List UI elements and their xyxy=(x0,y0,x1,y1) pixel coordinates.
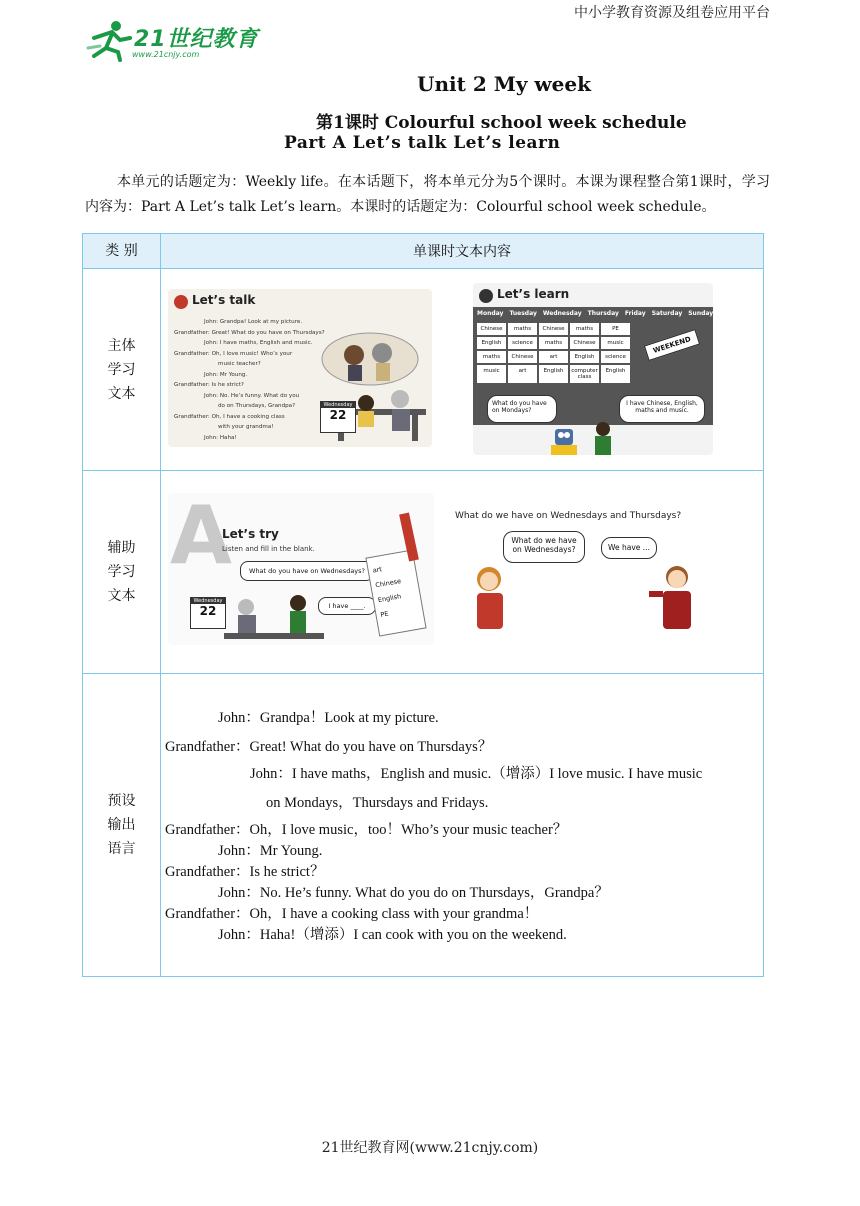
learn-bubble-right: I have Chinese, English, maths and music. xyxy=(619,395,705,423)
wed-thu-panel xyxy=(451,509,723,633)
output-dialog xyxy=(161,674,764,977)
learn-badge-icon xyxy=(479,289,493,303)
talk-dialog-text: John: Grandpa! Look at my picture. Grandfather: Great! What do you have on Thursdays? John: I have maths, English and music. Grandfather: Oh, I love music! Who’s your music teacher? John: Mr Young. Grandfather: Is he strict? John: No. He’s funny. What do you do on Thursdays, Grandpa? Grandfather: Oh, I have a cooking class with your grandma! John: Haha! xyxy=(174,319,325,441)
aux-text-images xyxy=(161,471,764,674)
wed-thu-question: What do we have on Wednesdays and Thursdays? xyxy=(455,511,682,521)
lets-learn-panel xyxy=(473,283,713,455)
wed-bubble-left: What do we have on Wednesdays? xyxy=(503,531,585,563)
dialog-line: Grandfather：Oh，I have a cooking class with your grandma！ xyxy=(165,906,539,922)
robot-boy-illustration xyxy=(547,421,627,455)
girl-illustration xyxy=(461,563,521,633)
dialog-line: on Mondays，Thursdays and Fridays. xyxy=(266,795,489,811)
platform-name: 中小学教育资源及组卷应用平台 xyxy=(574,5,770,21)
table-row-output xyxy=(83,674,764,977)
grandpa-boy-try-illustration xyxy=(224,589,324,645)
try-instruction: Listen and fill in the blank. xyxy=(222,545,315,553)
boy-illustration xyxy=(647,561,707,633)
dialog-line: John：No. He’s funny. What do you do on Thursdays，Grandpa？ xyxy=(218,885,609,901)
dialog-line: Grandfather：Is he strict？ xyxy=(165,864,325,880)
weekend-sign: WEEKEND xyxy=(644,329,700,361)
talk-badge-icon xyxy=(174,295,188,309)
try-calendar: Wednesday 22 xyxy=(190,597,226,629)
row-label-main: 主体 学习 文本 xyxy=(83,269,161,471)
page-footer: 21世纪教育网(www.21cnjy.com) xyxy=(321,1140,539,1156)
dialog-line: John：Grandpa！Look at my picture. xyxy=(218,710,439,726)
subject-tag: art Chinese English PE xyxy=(365,549,426,636)
logo-name: 21世纪教育 xyxy=(134,27,259,52)
row-label-output: 预设 输出 语言 xyxy=(83,674,161,977)
main-text-images xyxy=(161,269,764,471)
table-row-main xyxy=(83,269,764,471)
learn-bubble-left: What do you have on Mondays? xyxy=(487,395,557,423)
dialog-line: John：Haha!（增添）I can cook with you on the weekend. xyxy=(218,927,567,943)
unit-title: Unit 2 My week xyxy=(417,72,591,96)
learn-label: Let’s learn xyxy=(497,287,570,301)
try-label: Let’s try xyxy=(222,527,279,541)
table-row-aux xyxy=(83,471,764,674)
logo-url: www.21cnjy.com xyxy=(132,50,200,59)
header-category: 类 别 xyxy=(83,234,161,269)
row-label-aux: 辅助 学习 文本 xyxy=(83,471,161,674)
dialog-line: Grandfather：Oh，I love music，too！Who’s your music teacher？ xyxy=(165,822,568,838)
lets-talk-panel xyxy=(168,289,432,447)
talk-calendar: Wednesday 22 xyxy=(320,401,356,433)
header-content: 单课时文本内容 xyxy=(161,234,764,269)
wed-bubble-right: We have ... xyxy=(601,537,657,559)
dialog-line: John：Mr Young. xyxy=(218,843,323,859)
dialog-line: John：I have maths，English and music.（增添）I love music. I have music xyxy=(250,766,703,782)
try-answer-bubble: I have ____. xyxy=(318,597,376,615)
part-title: Part A Let’s talk Let’s learn xyxy=(284,133,561,153)
lets-try-panel xyxy=(168,493,434,645)
lesson-title: 第1课时 Colourful school week schedule xyxy=(316,113,687,133)
talk-label: Let’s talk xyxy=(192,293,256,307)
schedule-grid: Chinese maths Chinese maths PE English science maths Chinese music maths Chinese art English science music art English computer class English xyxy=(477,323,630,383)
part-letter: A xyxy=(170,493,232,582)
try-question-bubble: What do you have on Wednesdays? xyxy=(240,561,374,581)
day-headers: Monday Tuesday Wednesday Thursday Friday Saturday Sunday xyxy=(477,310,713,317)
content-table xyxy=(82,233,764,977)
intro-paragraph: 本单元的话题定为：Weekly life。在本话题下，将本单元分为5个课时。本课为课程整合第1课时，学习内容为：Part A Let’s talk Let’s learn。本课时的话题定为：Colourful school week schedule。 xyxy=(85,174,770,215)
dialog-line: Grandfather：Great! What do you have on Thursdays？ xyxy=(165,739,493,755)
table-header-row xyxy=(83,234,764,269)
runner-logo-icon xyxy=(86,18,134,62)
